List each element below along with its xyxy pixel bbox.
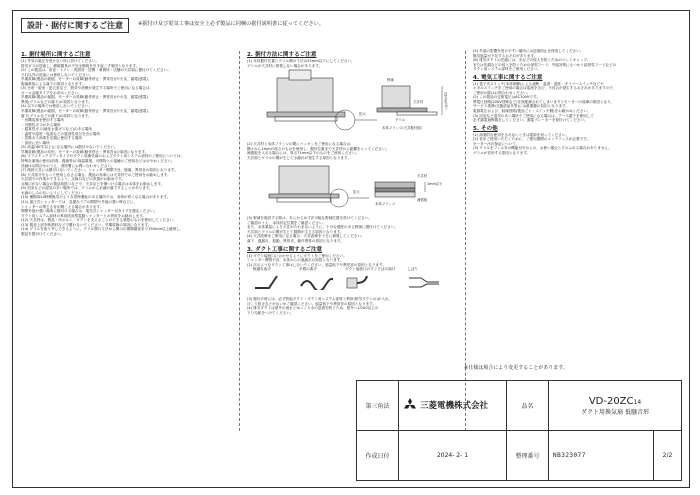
text-line: ダクト用システム部材の専用防炎型電動シャッターとの併用をお勧めします。 [21,213,147,218]
section-heading: 1. 据付場所に関するご注意 [21,52,91,58]
duct-example: ダクト接続口のすぐそばの曲げ [345,267,395,290]
text-line: (9) 浴室などの湿気の多い場所では、グリルから水滴が落下することがあります。 [21,186,153,191]
section-heading: 4. 電気工事に関するご注意 [473,74,543,81]
duct-example: しぼり [407,267,441,290]
figure-label: 天井材 [413,100,424,105]
text-line: (1) 商業的な使用をされないときは電源を切ってください。 [473,132,570,137]
model-cell [549,381,682,431]
text-line: (12) 天井材は、製品・吊ボルト・ダクトを支えることのできる強度のものを使用してください。 [21,218,177,223]
section-body [247,216,459,243]
figure-label: 1mm以下 [427,182,443,187]
figure-label: グリル [395,118,406,123]
text-line: または先端などの侵入を防ぐための深型フード、外風対策にもつかう給排気フードなどの [473,62,617,67]
text-line: (1) 本体据付位置とグリル間の寸法は25mm以下にしてください。 [247,59,355,63]
text-line: (3) グリルをフィルタの機能付きからの、お使い場合とそのふれる場合がありません。 [473,146,612,151]
text-line: (3) 浴室など湿気の多い場所でご使用になる場合は、アース端子を使用して [473,113,594,118]
creation-date: 2024- 2- 1 [399,431,507,481]
text-line: 製品を据付けてください。 [21,231,65,236]
text-line: (7) 傾斜天井には据付けないでください。シャッター開閉不良、脱落、異常音の原因となります。 [21,168,178,173]
text-line: 天井面での作業ができるよう、点検口などの設置がお勧めです。 [21,177,125,182]
column-divider [465,51,466,431]
section-heading: 2. 据付方法に関するご注意 [247,52,317,58]
text-line: (6) プラスチックボディタイプのダクト用換気扇のおよびダクト用システム部材のご使用については、 [21,154,185,159]
page-number: 2/2 [654,431,682,481]
document-title: 設計・据付に関するご注意 [21,18,129,33]
text-line: (2) この製品は、浴室・トイレ・洗面所・居間・事務所・店舗の天井面に据付けてください。 [21,68,171,73]
model-suffix: 14 [633,398,642,406]
section-heading: 5. その他 [473,125,498,132]
text-line: ・可燃性ガスがある場所 [21,122,61,127]
section-body [247,142,459,160]
column-divider [239,51,240,431]
text-line: 早期故障(製品の破損、モーターの故障(動作停止・異常音))や火災、漏電(感電)、 [21,77,152,82]
text-line: オール金属タイプをお求めください。 [21,90,82,95]
figure-label: 天井材 [417,174,428,179]
text-line: (2) 長年ご使用いただくために、ご使用期間のメンテナンスが必要です。 [473,137,591,142]
text-line: (10) 暑期用24時間換気のような常時運転のある場所では、寿命が短くなる場合があります。 [21,195,171,200]
ceiling-figure-1 [247,68,459,142]
text-line: 点検口がない場合の製品取扱いなどで、天井などを傷つける場合は本体をお勧めします。 [21,181,165,186]
text-line: ・温度や湿度・塩害などの腐食性成分を含む場所 [21,131,101,136]
figure-label: 本体フランジ(天井据付面) [382,126,422,131]
text-line: シャッターの閉じる音が聞こえる場合があります。 [21,204,104,209]
text-line: (2) 天井材と本体フランジの間にパッキンをご使用になる場合は、 [247,142,354,147]
figure-label: 25mm以下 [443,92,448,110]
text-line: シャッター開閉不良、本体からの風漏れの原因となります。 [247,258,344,263]
text-line: それ以外の用途には使用しないでください。 [21,72,93,77]
text-line: 天井面とグリルの間が生じて水漏れが発生する原因となります。 [247,155,351,160]
column-3 [473,49,687,369]
spec-change-note: ※仕様は場合により変更することがあります。 [464,365,568,371]
ceiling-figure-2 [247,160,459,216]
section-body [247,254,459,268]
text-line: (1) 電子式スイッチ(本体制御)による遮断・温度・湿度・タイマースイッチなどや [473,81,604,86]
text-line: 水滴のしみのないようにしてください。 [21,190,86,195]
text-line: 補強板を入れる場合には、厚さ71mm以下のものをご使用ください。 [247,151,360,156]
text-line: 排気ガスが逆流し、燃焼器具の不完全燃焼を引き起こす原因となります。 [21,63,140,68]
text-line: (2) この製品の定格電圧はAC100Vです。 [473,95,540,100]
figure-label: 拡大 [353,190,360,195]
section-body [21,59,233,236]
text-line: 異臭(グリルなどの落下)の原因となります。 [21,99,92,104]
company-cell [399,381,507,431]
text-line: また、本体重量により天井がたわまないように、十分な強度のある野縁に据付けてください。 [247,225,398,230]
company-name: 三菱電機株式会社 [420,400,489,411]
text-line: ・炭酸ガス消毒を定期に使用する場所 [21,136,83,141]
text-line: (14) グリルを取り外しできるように、グリル開口寸法から開口の裏側端部まで150mm以上確保し、 [21,227,184,232]
projection-label: 第三角法 [357,381,399,431]
duct-example: 極端な曲げ [253,267,287,290]
name-label: 品名 [507,381,549,431]
text-line: グリルが変形する原因となります。 [473,150,531,155]
text-line: グリルが天井材に密着しない場合があります。 [247,63,323,68]
text-line: 必ず漏電遮断器をしてください。漏電ブレーカーを取付けてください。 [473,118,588,123]
text-line: (3) 台所・厨房・更衣室など、熱気や油煙が発生する場所でご使用になる場合は、 [21,86,154,91]
text-line: 換気風量が不足するおそれがあります。 [473,53,538,58]
figure-label: 野縁 [387,78,394,83]
title-block [356,380,682,481]
text-line: 開閉外風が強い場所に据付ける場合は、電気式シャッター付タイプを選定ください。 [21,209,158,214]
text-line: ホタルスイッチをご使用の場合は電流を含む、不具合が発生するおそれがありますので、 [473,86,617,91]
section-body [247,59,459,68]
document-number: NB323077 [549,431,654,481]
text-line: 電源電圧および、結線回路(製品ごと・スイッチ側)をお確かめください。 [473,109,591,114]
text-line: (4) 以下の場所では使用しないでください。 [21,104,92,109]
text-line: (4) 天井改修をご使用になる場合、天井改修を十分に補強してください。 [247,234,365,239]
section-body [473,82,687,123]
text-line: 異電圧回路(200V回路など)を誤配線されてしまいますとモーターの故障の原因となり、 [473,99,615,104]
text-line: (1) 外気の風圧を受けない所に設けてください。 [21,59,100,63]
text-line: ほこり防止などがないかご確認ください。風量低下や異常音の原因となります。 [247,301,377,306]
duct-example: 多数の曲げ [299,267,333,290]
text-line: (5) 外風の影響を受けやすい場所には逆流防止を使用してください。 [473,49,584,53]
section-body [473,133,687,156]
text-line: 落下、風漏れ、振動、異常音、動作異常の原因となります。 [247,239,344,244]
text-line: モーター汚れ保証について、 [473,141,520,146]
text-line: ご使用の際はお問合わせください。 [473,90,531,95]
text-line: 特殊な薬剤の使用(消毒、殺菌等)の高温環境、可燃物との接触のご使用などはおやめください。 [21,159,175,164]
text-line: (3) 野縁を施設する際は、あらかじめ寸法可能な野縁位置を設けてください。 [247,216,372,221]
text-line: 詳細はお問合せのうえ、消防署にお問い合わせください。 [21,163,115,168]
text-line: (8) 天井部分をもって使用しなさる場合、製品の寿命には天井材でのご使用をお勧めします。 [21,172,171,177]
text-line: サービス業務(交換部品代等)には最悪費の負担となります。 [473,104,569,109]
text-line: 下り勾配をつけてください。 [247,310,294,315]
docno-label: 整理番号 [507,431,549,481]
section-body [247,297,459,315]
column-1 [21,49,233,444]
figure-label: 本体フランジ [375,202,396,207]
figure-label: 補強板 [417,198,428,203]
text-line: (5) 高温(40℃以上)になる場所には据付けないでください。 [21,145,118,150]
mitsubishi-logo-icon [403,398,417,411]
text-line: (6) 排気ダクトの先端には、虫などの侵入を防ぐためのベントキャップ、 [473,58,591,63]
duct-examples [247,267,459,297]
date-label: 作成日付 [357,431,399,481]
text-line: 早期故障(製品の破損、モーターの故障(動作停止・異常音))や火災、漏電(感電)、 [21,109,152,114]
text-line: ・有機溶剤を使用する場所 [21,118,65,123]
text-line: 早期故障(製品の破損、モーターの故障(動作停止・異常音))や火災、漏電(感電)、 [21,95,152,100]
product-name: ダクト用換気扇 低騒音形 [581,408,649,416]
text-line: 早期故障(製品の変形、モーターの故障(動作停止・異常音))の原因になります。 [21,149,149,154]
text-line: (3) 据付け時には、必ず防風ダクト・ダクト用システム部材と異常(排気ダクトの)が入れ、 [247,297,393,302]
text-line: (2) 次のようなダクト工事はしないでください。風量低下や異常音の原因となります。 [247,262,386,267]
text-line: 天井面とグリルの間が生じて隙間が生じる原因となります。 [247,229,344,234]
section-body [473,49,687,72]
text-line: ご確認のうえ、本体設定位置をご確認ください。 [247,220,327,225]
text-line: ・高所に近い場所 [21,140,50,145]
text-line: 隅々から1mmの厚さのものを使用し、据付位置まで天井材から距離をとってください。 [247,146,390,151]
model-number: VD-20ZC [588,395,634,407]
text-line: (11) 風圧式シャッターでは、急激なドアの開閉や外風の強い時などに、 [21,199,138,204]
section-heading: 3. ダクト工事に関するご注意 [247,246,323,253]
text-line: ダクト用システム部材をご使用ください。 [473,67,541,72]
text-line: (1) ダクト接続口に合わせるようにダクトをご使用ください。 [247,253,347,258]
text-line: (13) 製品上部を断熱材などで覆わないでください。早期故障の原因になります。 [21,222,152,227]
installation-note: ※据付け及び電気工事は安全上必ず製品に同梱の据付説明書に従ってください。 [138,21,324,27]
text-line: ・腐食性ガス(硫化水素ガスなど)のある場所 [21,127,93,132]
text-line: 脱落事故による落下の原因となります。 [21,81,86,86]
figure-label: 拡大 [359,112,366,117]
text-line: 落下(グリルなどの落下)の原因となります。 [21,113,92,118]
text-line: (4) 排気ダクトは屋外の雨水とゆっくり水の逆流を防ぐため、屋外へ1/100以上の [247,306,379,311]
